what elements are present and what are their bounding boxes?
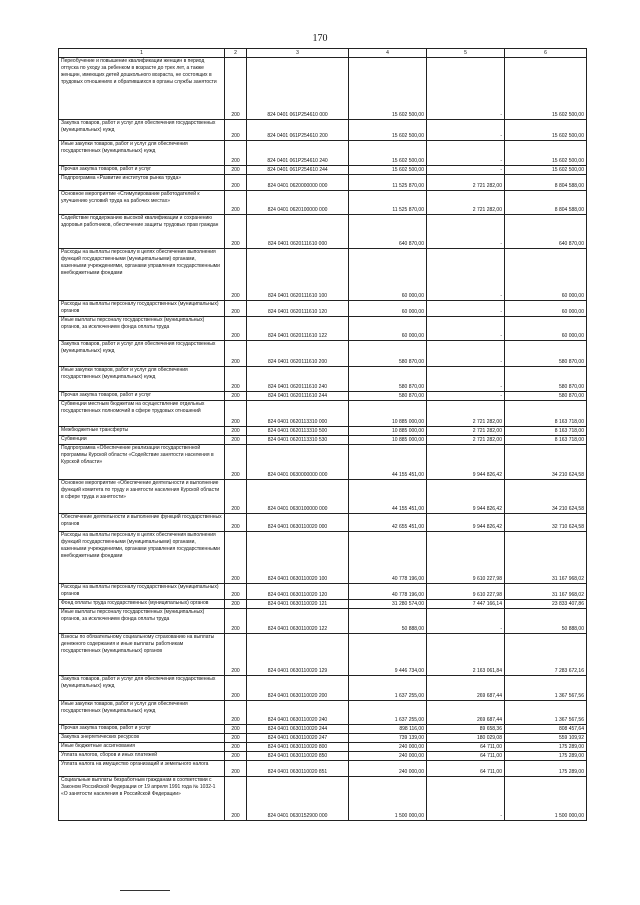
row-name-cell: Обеспечение деятельности и выполнение функций государственных органов	[59, 514, 225, 532]
budget-code-cell: 824 0401 0630110020 100	[247, 532, 349, 584]
row-code-cell: 200	[225, 120, 247, 141]
row-code-cell: 200	[225, 514, 247, 532]
approved-amount-cell: 11 525 870,00	[349, 175, 427, 191]
executed-amount-cell: 64 711,00	[427, 743, 505, 752]
executed-amount-cell: -	[427, 341, 505, 367]
row-name-cell: Расходы на выплаты персоналу государственных (муниципальных) органов	[59, 584, 225, 600]
approved-amount-cell: 60 000,00	[349, 301, 427, 317]
remaining-amount-cell: 31 167 968,02	[505, 532, 587, 584]
table-row	[59, 166, 587, 175]
row-name-cell: Взносы по обязательному социальному страхованию на выплаты денежного содержания и иные выплаты работникам государственных (муниципальных) органов	[59, 634, 225, 676]
remaining-amount-cell: 175 289,00	[505, 743, 587, 752]
table-row	[59, 341, 587, 367]
row-name-cell: Подпрограмма «Развитие институтов рынка труда»	[59, 175, 225, 191]
budget-code-cell: 824 0401 0630152900 000	[247, 777, 349, 821]
budget-execution-table	[58, 48, 587, 821]
table-row	[59, 58, 587, 120]
remaining-amount-cell: 34 210 624,58	[505, 480, 587, 514]
row-code-cell: 200	[225, 436, 247, 445]
executed-amount-cell: 64 711,00	[427, 761, 505, 777]
remaining-amount-cell: 32 710 624,58	[505, 514, 587, 532]
budget-code-cell: 824 0401 0630110020 200	[247, 676, 349, 701]
executed-amount-cell: -	[427, 301, 505, 317]
table-row	[59, 175, 587, 191]
row-code-cell: 200	[225, 752, 247, 761]
row-code-cell: 200	[225, 777, 247, 821]
executed-amount-cell: -	[427, 58, 505, 120]
approved-amount-cell: 240 000,00	[349, 743, 427, 752]
table-row	[59, 609, 587, 634]
row-name-cell: Переобучение и повышение квалификации женщин в период отпуска по уходу за ребенком в возрасте до трех лет, а также женщин, имеющих детей дошкольного возраста, не состоящих в трудовых отношениях и обратившихся в органы службы занятости	[59, 58, 225, 120]
table-row	[59, 584, 587, 600]
approved-amount-cell: 60 000,00	[349, 317, 427, 341]
approved-amount-cell: 42 655 451,00	[349, 514, 427, 532]
budget-code-cell: 824 0401 061P254610 200	[247, 120, 349, 141]
approved-amount-cell: 10 885 000,00	[349, 427, 427, 436]
remaining-amount-cell: 31 167 968,02	[505, 584, 587, 600]
remaining-amount-cell: 580 870,00	[505, 392, 587, 401]
executed-amount-cell: 2 721 282,00	[427, 401, 505, 427]
budget-code-cell: 824 0401 0630110020 247	[247, 734, 349, 743]
executed-amount-cell: 9 610 227,98	[427, 584, 505, 600]
row-name-cell: Прочая закупка товаров, работ и услуг	[59, 725, 225, 734]
executed-amount-cell: -	[427, 249, 505, 301]
row-code-cell: 200	[225, 445, 247, 480]
row-code-cell: 200	[225, 166, 247, 175]
remaining-amount-cell: 175 289,00	[505, 761, 587, 777]
approved-amount-cell: 240 000,00	[349, 752, 427, 761]
budget-code-cell: 824 0401 0630110020 851	[247, 761, 349, 777]
row-name-cell: Иные выплаты персоналу государственных (муниципальных) органов, за исключением фонда оплаты труда	[59, 317, 225, 341]
table-row	[59, 600, 587, 609]
budget-code-cell: 824 0401 0620000000 000	[247, 175, 349, 191]
table-row	[59, 392, 587, 401]
budget-code-cell: 824 0401 061P254610 240	[247, 141, 349, 166]
executed-amount-cell: 2 721 282,00	[427, 191, 505, 215]
budget-code-cell: 824 0401 0620111610 000	[247, 215, 349, 249]
row-name-cell: Подпрограмма «Обеспечение реализации государственной программы Курской области «Содействие занятости населения в Курской области»	[59, 445, 225, 480]
row-name-cell: Прочая закупка товаров, работ и услуг	[59, 166, 225, 175]
budget-code-cell: 824 0401 0620113310 000	[247, 401, 349, 427]
row-name-cell: Содействие поддержанию высокой квалификации и сохранению здоровья работников, обеспечение защиты трудовых прав граждан	[59, 215, 225, 249]
budget-code-cell: 824 0401 0620113310 500	[247, 427, 349, 436]
executed-amount-cell: -	[427, 215, 505, 249]
approved-amount-cell: 9 446 734,00	[349, 634, 427, 676]
page-number: 170	[312, 33, 328, 44]
budget-code-cell: 824 0401 0620111610 240	[247, 367, 349, 392]
header-cell: 2	[225, 49, 247, 58]
remaining-amount-cell: 8 804 588,00	[505, 191, 587, 215]
remaining-amount-cell: 8 163 718,00	[505, 401, 587, 427]
remaining-amount-cell: 60 000,00	[505, 249, 587, 301]
row-name-cell: Уплата налога на имущество организаций и земельного налога	[59, 761, 225, 777]
row-code-cell: 200	[225, 761, 247, 777]
row-code-cell: 200	[225, 317, 247, 341]
remaining-amount-cell: 580 870,00	[505, 341, 587, 367]
approved-amount-cell: 11 525 870,00	[349, 191, 427, 215]
remaining-amount-cell: 8 163 718,00	[505, 427, 587, 436]
executed-amount-cell: -	[427, 141, 505, 166]
budget-code-cell: 824 0401 0630110020 121	[247, 600, 349, 609]
row-name-cell: Иные закупки товаров, работ и услуг для обеспечения государственных (муниципальных) нужд	[59, 141, 225, 166]
table-row	[59, 436, 587, 445]
executed-amount-cell: 9 610 227,98	[427, 532, 505, 584]
executed-amount-cell: -	[427, 317, 505, 341]
row-code-cell: 200	[225, 249, 247, 301]
budget-code-cell: 824 0401 0630110020 120	[247, 584, 349, 600]
budget-code-cell: 824 0401 0620111610 120	[247, 301, 349, 317]
executed-amount-cell: -	[427, 367, 505, 392]
remaining-amount-cell: 559 109,92	[505, 734, 587, 743]
approved-amount-cell: 40 778 196,00	[349, 584, 427, 600]
approved-amount-cell: 31 280 574,00	[349, 600, 427, 609]
table-row	[59, 401, 587, 427]
budget-code-cell: 824 0401 0630000000 000	[247, 445, 349, 480]
row-code-cell: 200	[225, 480, 247, 514]
remaining-amount-cell: 580 870,00	[505, 367, 587, 392]
row-code-cell: 200	[225, 301, 247, 317]
row-code-cell: 200	[225, 191, 247, 215]
executed-amount-cell: 2 721 282,00	[427, 436, 505, 445]
executed-amount-cell: -	[427, 120, 505, 141]
budget-code-cell: 824 0401 0630110020 122	[247, 609, 349, 634]
row-name-cell: Субвенции местным бюджетам на осуществление отдельных государственных полномочий в сфере трудовых отношений	[59, 401, 225, 427]
approved-amount-cell: 44 155 451,00	[349, 445, 427, 480]
table-row	[59, 301, 587, 317]
table-row	[59, 676, 587, 701]
executed-amount-cell: 9 944 826,42	[427, 514, 505, 532]
budget-code-cell: 824 0401 0630110020 129	[247, 634, 349, 676]
approved-amount-cell: 1 637 255,00	[349, 701, 427, 725]
header-row	[59, 49, 587, 58]
executed-amount-cell: 2 721 282,00	[427, 175, 505, 191]
executed-amount-cell: 9 944 826,42	[427, 445, 505, 480]
table-row	[59, 141, 587, 166]
row-name-cell: Прочая закупка товаров, работ и услуг	[59, 392, 225, 401]
remaining-amount-cell: 8 804 588,00	[505, 175, 587, 191]
remaining-amount-cell: 34 210 624,58	[505, 445, 587, 480]
budget-code-cell: 824 0401 0630100000 000	[247, 480, 349, 514]
approved-amount-cell: 60 000,00	[349, 249, 427, 301]
approved-amount-cell: 10 885 000,00	[349, 401, 427, 427]
approved-amount-cell: 739 139,00	[349, 734, 427, 743]
table-row	[59, 725, 587, 734]
executed-amount-cell: 180 029,08	[427, 734, 505, 743]
row-code-cell: 200	[225, 392, 247, 401]
table-row	[59, 752, 587, 761]
approved-amount-cell: 44 155 451,00	[349, 480, 427, 514]
row-code-cell: 200	[225, 341, 247, 367]
header-cell: 1	[59, 49, 225, 58]
executed-amount-cell: 89 658,36	[427, 725, 505, 734]
row-code-cell: 200	[225, 141, 247, 166]
table-row	[59, 734, 587, 743]
row-code-cell: 200	[225, 634, 247, 676]
row-code-cell: 200	[225, 175, 247, 191]
table-row	[59, 427, 587, 436]
budget-code-cell: 824 0401 0630110020 244	[247, 725, 349, 734]
table-row	[59, 120, 587, 141]
row-name-cell: Закупка энергетических ресурсов	[59, 734, 225, 743]
row-code-cell: 200	[225, 367, 247, 392]
row-code-cell: 200	[225, 734, 247, 743]
table-row	[59, 445, 587, 480]
remaining-amount-cell: 23 833 407,86	[505, 600, 587, 609]
row-name-cell: Расходы на выплаты персоналу государственных (муниципальных) органов	[59, 301, 225, 317]
budget-code-cell: 824 0401 0630110020 800	[247, 743, 349, 752]
budget-code-cell: 824 0401 0620100000 000	[247, 191, 349, 215]
budget-code-cell: 824 0401 0620111610 100	[247, 249, 349, 301]
table-row	[59, 777, 587, 821]
row-code-cell: 200	[225, 676, 247, 701]
row-name-cell: Расходы на выплаты персоналу в целях обеспечения выполнения функций государственными (муниципальными) органами, казенными учреждениями, органами управления государственными внебюджетными фондами	[59, 532, 225, 584]
row-name-cell: Иные бюджетные ассигнования	[59, 743, 225, 752]
header-cell: 6	[505, 49, 587, 58]
budget-code-cell: 824 0401 0630110020 850	[247, 752, 349, 761]
table-row	[59, 761, 587, 777]
approved-amount-cell: 15 602 500,00	[349, 166, 427, 175]
row-code-cell: 200	[225, 215, 247, 249]
row-name-cell: Иные закупки товаров, работ и услуг для обеспечения государственных (муниципальных) нужд	[59, 367, 225, 392]
executed-amount-cell: 2 721 282,00	[427, 427, 505, 436]
budget-code-cell: 824 0401 0620111610 244	[247, 392, 349, 401]
table-row	[59, 367, 587, 392]
remaining-amount-cell: 60 000,00	[505, 317, 587, 341]
budget-code-cell: 824 0401 0620113310 530	[247, 436, 349, 445]
table-row	[59, 480, 587, 514]
executed-amount-cell: -	[427, 777, 505, 821]
approved-amount-cell: 40 778 196,00	[349, 532, 427, 584]
approved-amount-cell: 50 888,00	[349, 609, 427, 634]
row-name-cell: Субвенции	[59, 436, 225, 445]
remaining-amount-cell: 175 289,00	[505, 752, 587, 761]
budget-code-cell: 824 0401 0630110020 000	[247, 514, 349, 532]
approved-amount-cell: 1 637 255,00	[349, 676, 427, 701]
remaining-amount-cell: 50 888,00	[505, 609, 587, 634]
remaining-amount-cell: 1 367 567,56	[505, 676, 587, 701]
remaining-amount-cell: 15 602 500,00	[505, 120, 587, 141]
row-code-cell: 200	[225, 743, 247, 752]
approved-amount-cell: 580 870,00	[349, 392, 427, 401]
remaining-amount-cell: 808 457,64	[505, 725, 587, 734]
remaining-amount-cell: 15 602 500,00	[505, 166, 587, 175]
approved-amount-cell: 640 870,00	[349, 215, 427, 249]
executed-amount-cell: -	[427, 166, 505, 175]
approved-amount-cell: 10 885 000,00	[349, 436, 427, 445]
approved-amount-cell: 15 602 500,00	[349, 58, 427, 120]
row-name-cell: Основное мероприятие «Обеспечение деятельности и выполнение функций комитета по труду и занятости населения Курской области в сфере труда и занятости»	[59, 480, 225, 514]
table-row	[59, 215, 587, 249]
table-row	[59, 249, 587, 301]
executed-amount-cell: -	[427, 392, 505, 401]
row-code-cell: 200	[225, 532, 247, 584]
table-row	[59, 701, 587, 725]
row-code-cell: 200	[225, 609, 247, 634]
row-code-cell: 200	[225, 725, 247, 734]
row-name-cell: Закупка товаров, работ и услуг для обеспечения государственных (муниципальных) нужд	[59, 120, 225, 141]
executed-amount-cell: 2 163 061,84	[427, 634, 505, 676]
table-body	[59, 58, 587, 821]
row-code-cell: 200	[225, 58, 247, 120]
executed-amount-cell: 269 687,44	[427, 676, 505, 701]
remaining-amount-cell: 15 602 500,00	[505, 58, 587, 120]
row-code-cell: 200	[225, 600, 247, 609]
row-name-cell: Межбюджетные трансферты	[59, 427, 225, 436]
executed-amount-cell: 269 687,44	[427, 701, 505, 725]
approved-amount-cell: 15 602 500,00	[349, 141, 427, 166]
footer-divider	[120, 890, 170, 891]
table-row	[59, 634, 587, 676]
row-name-cell: Расходы на выплаты персоналу в целях обеспечения выполнения функций государственными (муниципальными) органами, казенными учреждениями, органами управления государственными внебюджетными фондами	[59, 249, 225, 301]
executed-amount-cell: 64 711,00	[427, 752, 505, 761]
approved-amount-cell: 580 870,00	[349, 367, 427, 392]
remaining-amount-cell: 15 602 500,00	[505, 141, 587, 166]
approved-amount-cell: 580 870,00	[349, 341, 427, 367]
row-name-cell: Социальные выплаты безработным гражданам в соответствии с Законом Российской Федерации от 19 апреля 1991 года № 1032-1 «О занятости населения в Российской Федерации»	[59, 777, 225, 821]
remaining-amount-cell: 8 163 718,00	[505, 436, 587, 445]
header-cell: 5	[427, 49, 505, 58]
row-name-cell: Закупка товаров, работ и услуг для обеспечения государственных (муниципальных) нужд	[59, 676, 225, 701]
table-row	[59, 317, 587, 341]
budget-code-cell: 824 0401 0630110020 240	[247, 701, 349, 725]
executed-amount-cell: 9 944 826,42	[427, 480, 505, 514]
row-code-cell: 200	[225, 701, 247, 725]
table-row	[59, 191, 587, 215]
row-code-cell: 200	[225, 401, 247, 427]
header-cell: 3	[247, 49, 349, 58]
row-name-cell: Закупка товаров, работ и услуг для обеспечения государственных (муниципальных) нужд	[59, 341, 225, 367]
table-row	[59, 743, 587, 752]
row-name-cell: Иные закупки товаров, работ и услуг для обеспечения государственных (муниципальных) нужд	[59, 701, 225, 725]
budget-code-cell: 824 0401 061P254610 000	[247, 58, 349, 120]
row-code-cell: 200	[225, 427, 247, 436]
approved-amount-cell: 240 000,00	[349, 761, 427, 777]
executed-amount-cell: 7 447 166,14	[427, 600, 505, 609]
row-name-cell: Фонд оплаты труда государственных (муниципальных) органов	[59, 600, 225, 609]
row-name-cell: Иные выплаты персоналу государственных (муниципальных) органов, за исключением фонда оплаты труда	[59, 609, 225, 634]
approved-amount-cell: 1 500 000,00	[349, 777, 427, 821]
row-code-cell: 200	[225, 584, 247, 600]
row-name-cell: Основное мероприятие «Стимулирование работодателей к улучшению условий труда на рабочих местах»	[59, 191, 225, 215]
executed-amount-cell: -	[427, 609, 505, 634]
budget-code-cell: 824 0401 061P254610 244	[247, 166, 349, 175]
remaining-amount-cell: 1 500 000,00	[505, 777, 587, 821]
approved-amount-cell: 15 602 500,00	[349, 120, 427, 141]
approved-amount-cell: 898 116,00	[349, 725, 427, 734]
remaining-amount-cell: 7 283 672,16	[505, 634, 587, 676]
budget-code-cell: 824 0401 0620111610 200	[247, 341, 349, 367]
remaining-amount-cell: 1 367 567,56	[505, 701, 587, 725]
table-row	[59, 532, 587, 584]
row-name-cell: Уплата налогов, сборов и иных платежей	[59, 752, 225, 761]
table-row	[59, 514, 587, 532]
header-cell: 4	[349, 49, 427, 58]
remaining-amount-cell: 60 000,00	[505, 301, 587, 317]
remaining-amount-cell: 640 870,00	[505, 215, 587, 249]
budget-code-cell: 824 0401 0620111610 122	[247, 317, 349, 341]
